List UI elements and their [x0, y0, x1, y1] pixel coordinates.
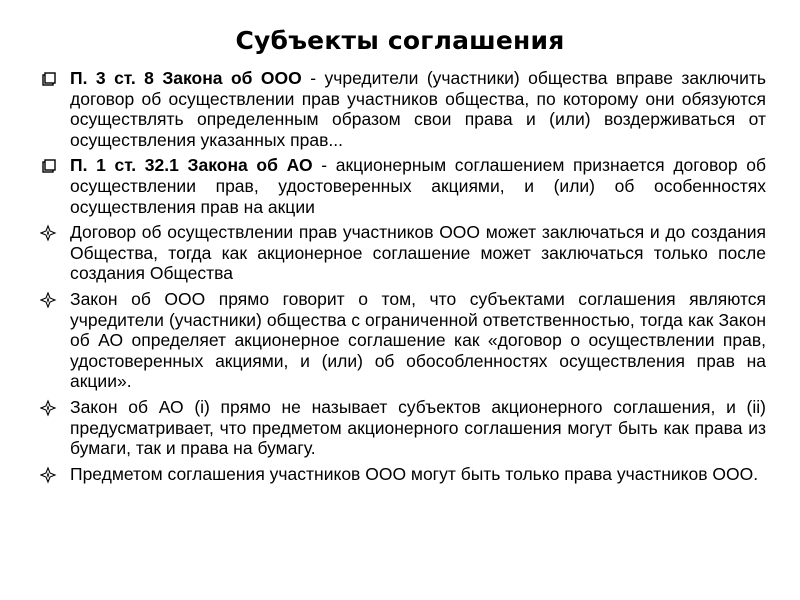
list-item — [40, 68, 766, 150]
checkbox-icon — [40, 155, 60, 176]
item-text: Закон об ООО прямо говорит о том, что субъектами соглашения являются учредители (участники) общества с ограниченной ответственностью, тогда как Закон об АО определяет акционерное соглашение как «договор о осуществлении прав, удостоверенных акциями, и (или) об обособленностях осуществления прав на акции». — [70, 288, 766, 392]
bullet-list — [40, 68, 766, 489]
item-text: Закон об АО (i) прямо не называет субъектов акционерного соглашения, и (ii) предусматривает, что предметом акционерного соглашения могут быть как права из бумаги, так и права на бумагу. — [70, 396, 766, 459]
checkbox-icon — [40, 68, 60, 89]
slide-title: Субъекты соглашения — [235, 26, 565, 55]
list-item — [40, 397, 766, 459]
item-text: - учредители (участники) общества вправе заключить договор об осуществлении прав участников общества, по которому они обязуются осуществлять определенным образом свои права и (или) воздерживаться от осуществления указанных прав... — [70, 68, 766, 150]
item-text: Договор об осуществлении прав участников ООО может заключаться и до создания Общества, тогда как акционерное соглашение может заключаться только после создания Общества — [70, 222, 766, 284]
list-item — [40, 155, 766, 217]
item-text: Предметом соглашения участников ООО могут быть только права участников ООО. — [70, 463, 759, 484]
diamond-star-icon — [40, 397, 60, 418]
item-text: - акционерным соглашением признается договор об осуществлении прав, удостоверенных акциями, и (или) об особенностях осуществления прав на акции — [70, 155, 766, 217]
diamond-star-icon — [40, 222, 60, 243]
law-reference: П. 1 ст. 32.1 Закона об АО — [70, 155, 313, 176]
diamond-star-icon — [40, 289, 60, 310]
list-item — [40, 289, 766, 392]
law-reference: П. 3 ст. 8 Закона об ООО — [70, 68, 302, 88]
list-item — [40, 464, 766, 485]
list-item — [40, 222, 766, 284]
diamond-star-icon — [40, 464, 60, 485]
